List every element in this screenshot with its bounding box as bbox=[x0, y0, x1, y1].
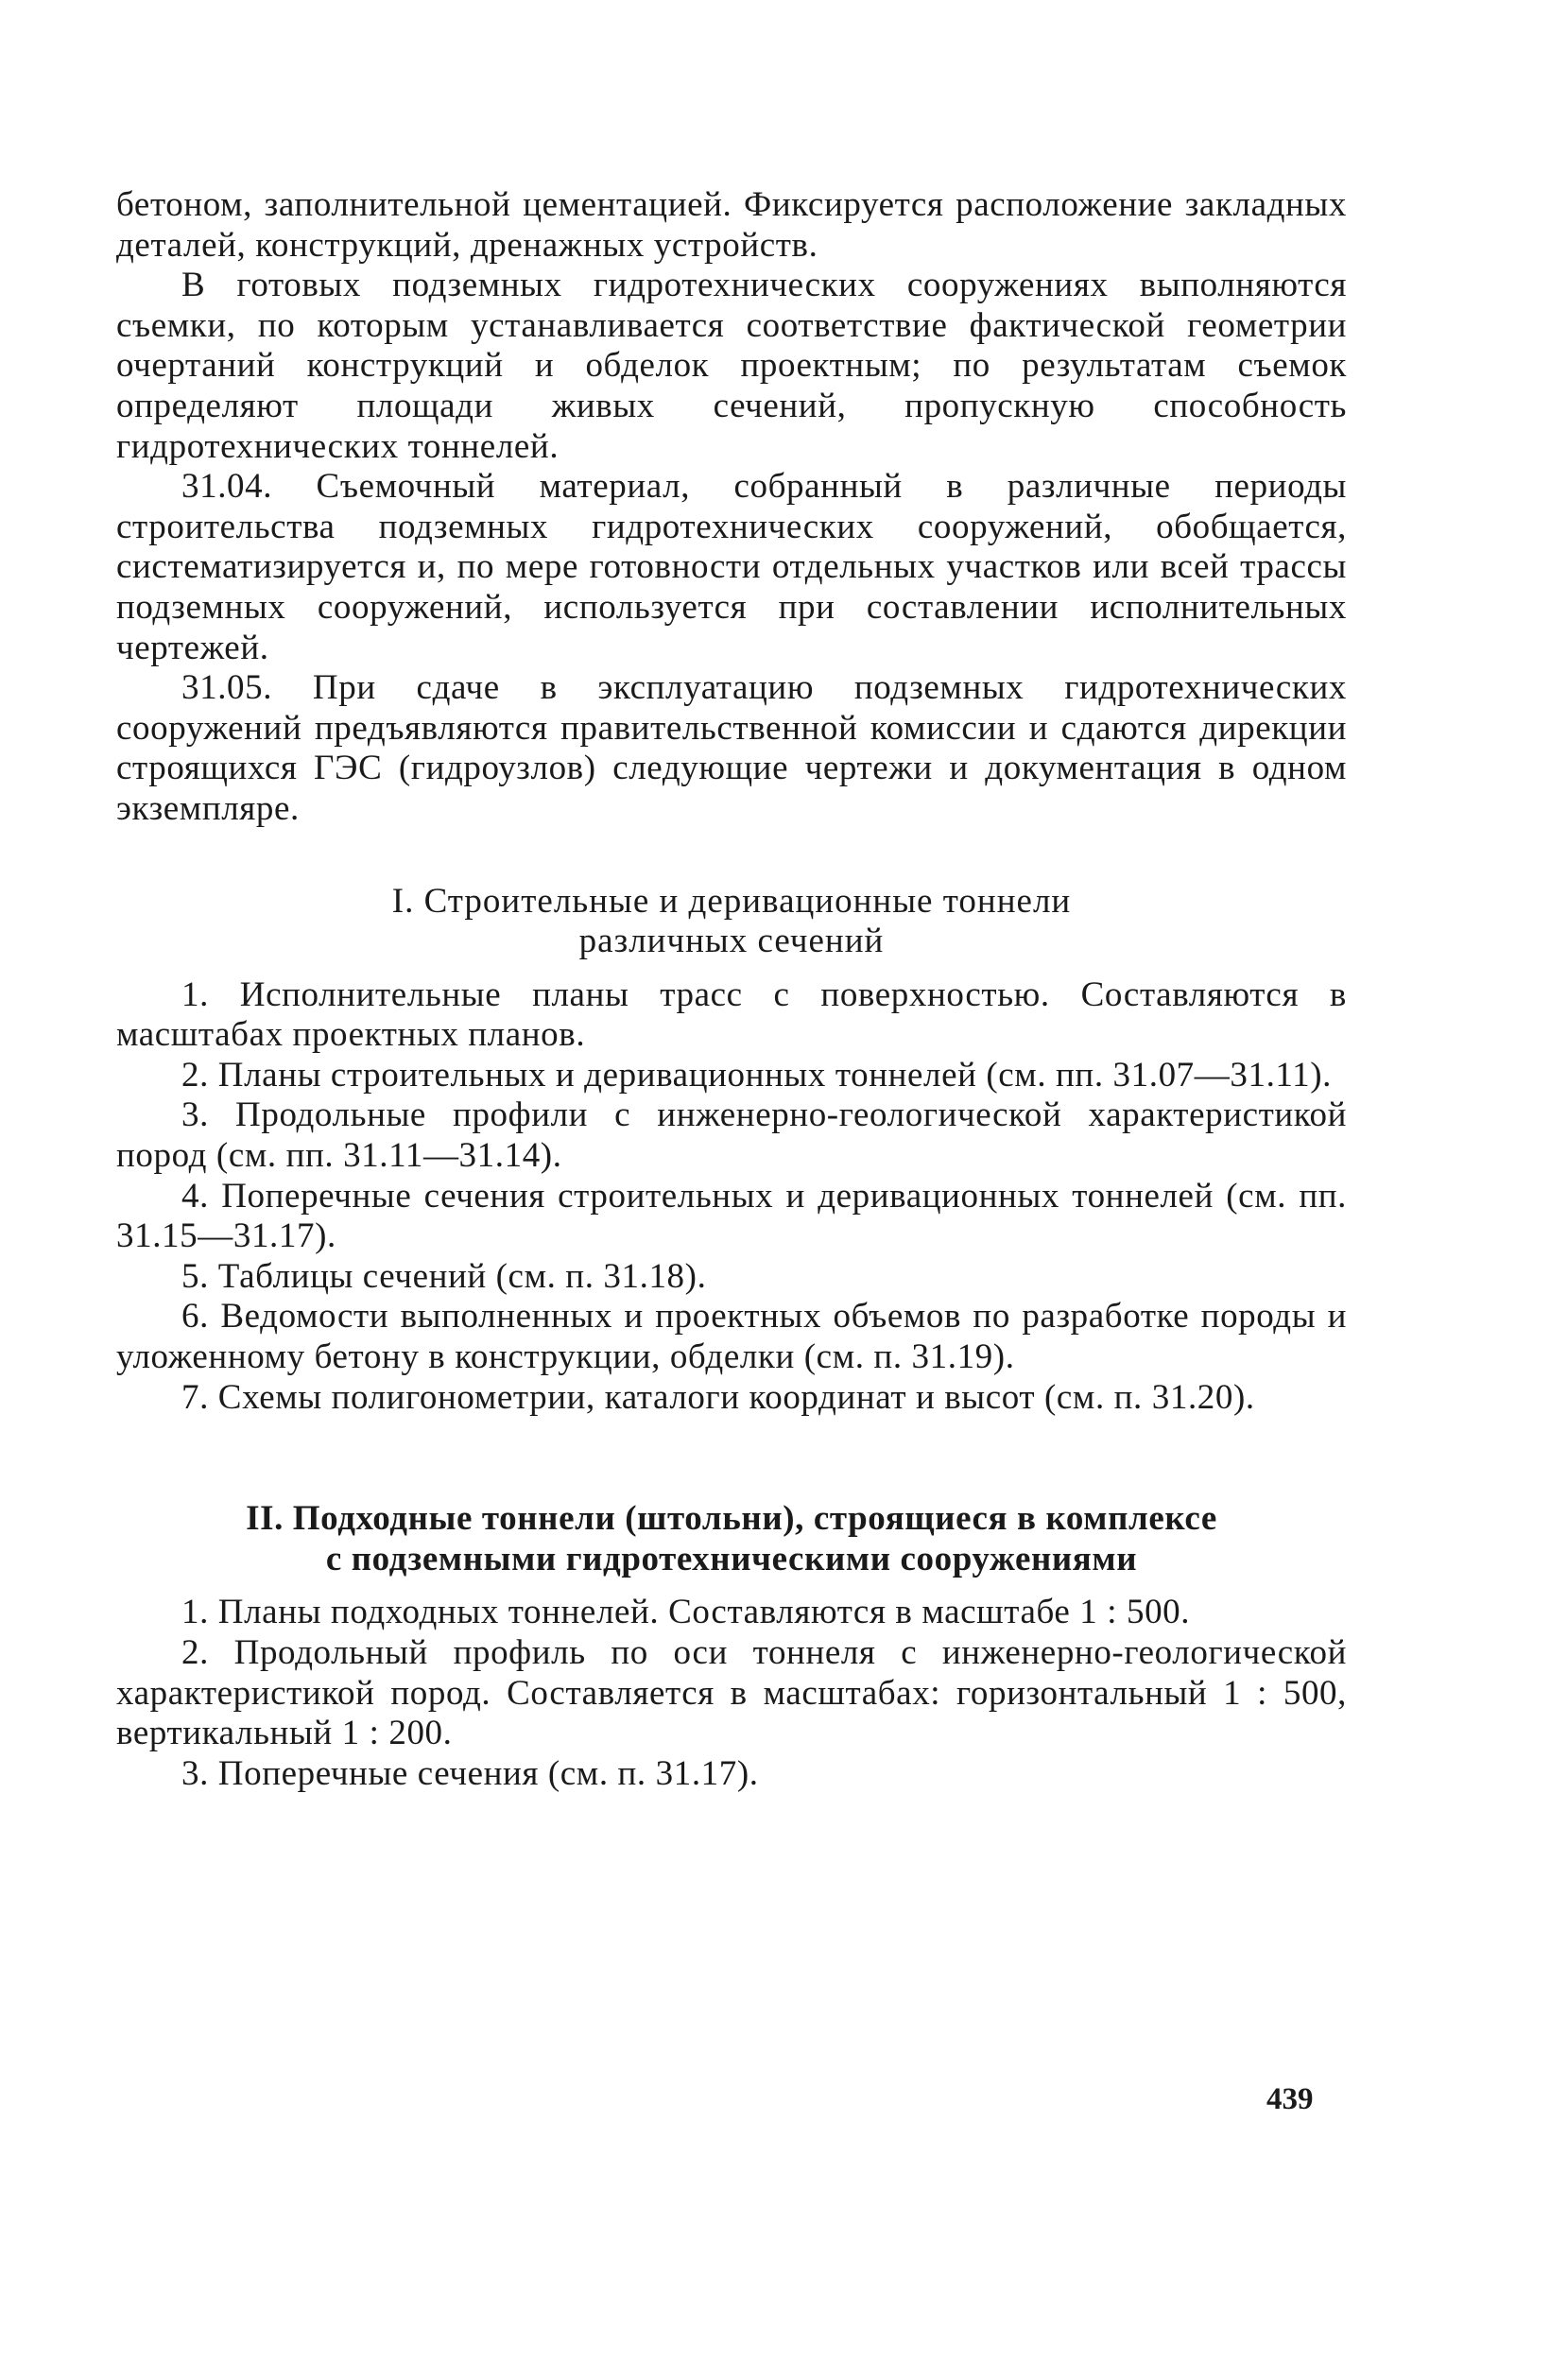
section-1-heading-line: I. Строительные и деривационные тоннели bbox=[391, 881, 1072, 921]
intro-paragraph: В готовых подземных гидротехнических сооружениях выполняются съемки, по которым устанавливается соответствие фактической геометрии очертаний конструкций и обделок проектным; по результатам съемок определяют площади живых сечений, пропускную способность гидротехнических тоннелей. bbox=[116, 266, 1347, 466]
list-item: 4. Поперечные сечения строительных и деривационных тоннелей (см. пп. 31.15—31.17). bbox=[116, 1176, 1347, 1256]
section-1-heading-line: различных сечений bbox=[578, 922, 885, 961]
section-1-heading bbox=[116, 882, 1347, 962]
section-2-heading-line: с подземными гидротехническими сооружениями bbox=[325, 1539, 1138, 1578]
list-item: 2. Планы строительных и деривационных тоннелей (см. пп. 31.07—31.11). bbox=[181, 1055, 1333, 1095]
list-item: 3. Продольные профили с инженерно-геологической характеристикой пород (см. пп. 31.11—31.14). bbox=[116, 1095, 1347, 1176]
list-item: 1. Планы подходных тоннелей. Составляются в масштабе 1 : 500. bbox=[181, 1593, 1191, 1632]
list-item: 3. Поперечные сечения (см. п. 31.17). bbox=[181, 1753, 759, 1793]
list-item: 7. Схемы полигонометрии, каталоги координат и высот (см. п. 31.20). bbox=[181, 1377, 1255, 1417]
intro-paragraph: бетоном, заполнительной цементацией. Фиксируется расположение закладных деталей, конструкций, дренажных устройств. bbox=[116, 185, 1347, 265]
page-body bbox=[116, 185, 1347, 1794]
clause-31-04: 31.04. Съемочный материал, собранный в различные периоды строительства подземных гидротехнических сооружений, обобщается, систематизируется и, по мере готовности отдельных участков или всей трассы подземных сооружений, используется при составлении исполнительных чертежей. bbox=[116, 467, 1347, 667]
section-2-heading bbox=[116, 1499, 1347, 1579]
page-number: 439 bbox=[1266, 2082, 1314, 2116]
section-2-heading-line: II. Подходные тоннели (штольни), строящиеся в комплексе bbox=[246, 1499, 1217, 1539]
list-item: 5. Таблицы сечений (см. п. 31.18). bbox=[181, 1256, 707, 1296]
list-item: 6. Ведомости выполненных и проектных объемов по разработке породы и уложенному бетону в конструкции, обделки (см. п. 31.19). bbox=[116, 1297, 1347, 1377]
clause-31-05: 31.05. При сдаче в эксплуатацию подземных гидротехнических сооружений предъявляются правительственной комиссии и сдаются дирекции строящихся ГЭС (гидроузлов) следующие чертежи и документация в одном экземпляре. bbox=[116, 668, 1347, 828]
list-item: 1. Исполнительные планы трасс с поверхностью. Составляются в масштабах проектных планов. bbox=[116, 974, 1347, 1055]
list-item: 2. Продольный профиль по оси тоннеля с инженерно-геологической характеристикой пород. Составляется в масштабах: горизонтальный 1 : 500, вертикальный 1 : 200. bbox=[116, 1633, 1347, 1753]
